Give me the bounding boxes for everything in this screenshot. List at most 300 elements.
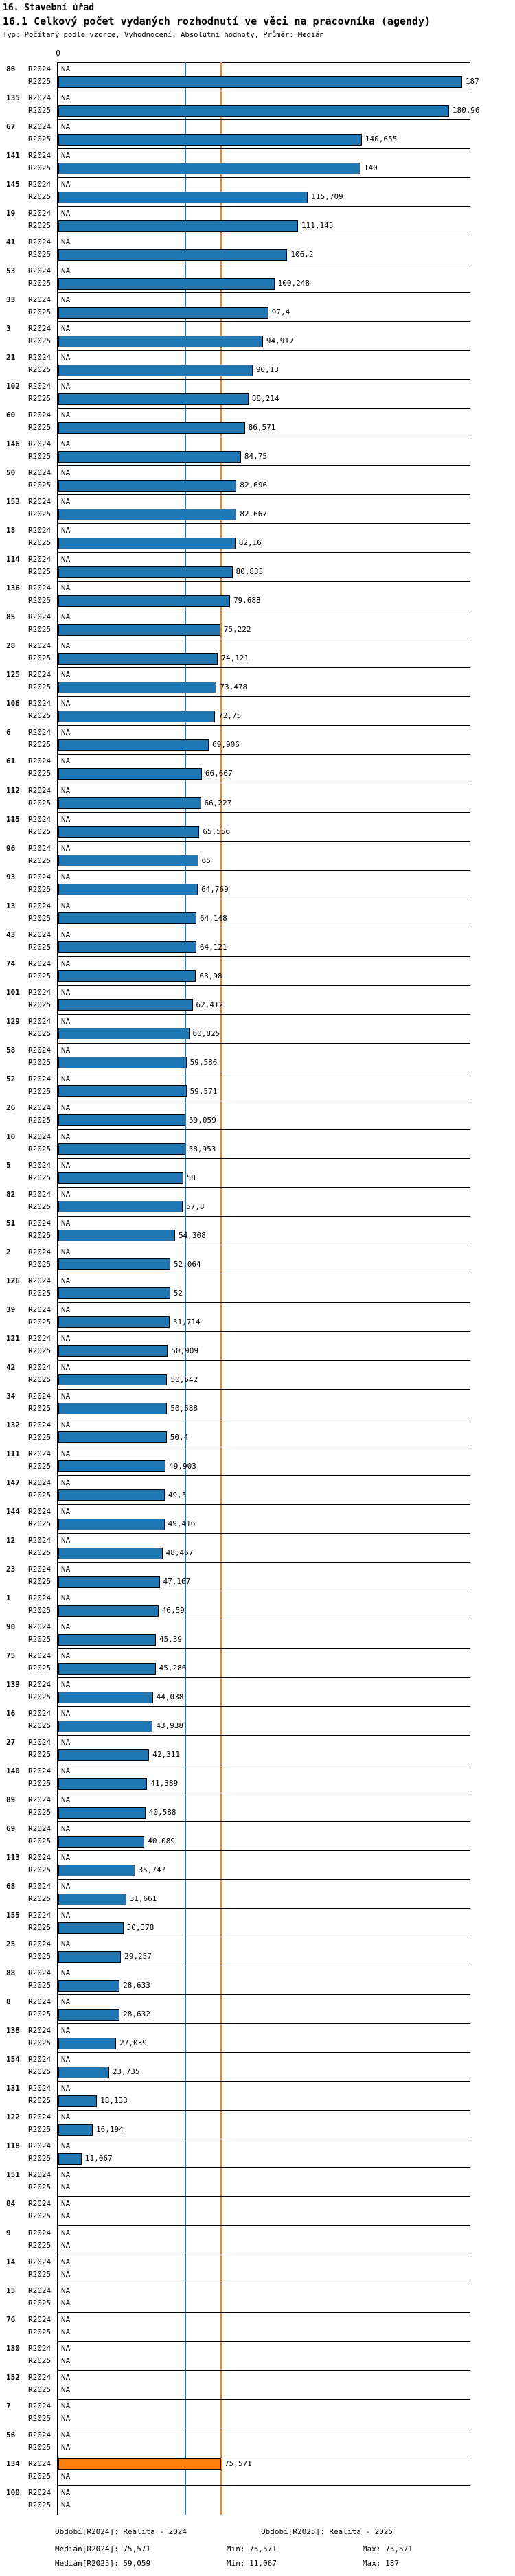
series-label-r2025: R2025: [28, 394, 52, 404]
series-label-r2025: R2025: [28, 2125, 52, 2135]
series-label-r2024: R2024: [28, 1882, 52, 1891]
chart-row-group-118: [0, 2139, 515, 2168]
row-id-label: 53: [6, 266, 16, 276]
bar-r2025: [58, 682, 216, 693]
row-id-label: 75: [6, 1651, 16, 1661]
value-label-r2025: 106,2: [290, 250, 314, 260]
series-label-r2024: R2024: [28, 1218, 52, 1228]
na-value-r2024: NA: [61, 266, 71, 276]
row-id-label: 18: [6, 526, 16, 536]
series-label-r2024: R2024: [28, 901, 52, 910]
chart-row-group-51: [0, 1217, 515, 1245]
na-value-r2024: NA: [61, 1680, 71, 1690]
bar-r2025: [58, 768, 202, 780]
chart-row-group-69: [0, 1822, 515, 1851]
bar-r2025: [58, 1605, 159, 1617]
series-label-r2025: R2025: [28, 336, 52, 346]
series-label-r2024: R2024: [28, 2084, 52, 2093]
row-id-label: 56: [6, 2430, 16, 2439]
row-id-label: 15: [6, 2286, 16, 2295]
series-label-r2025: R2025: [28, 481, 52, 490]
chart-row-group-129: [0, 1015, 515, 1044]
series-label-r2024: R2024: [28, 1420, 52, 1429]
chart-row-group-102: [0, 380, 515, 409]
na-value-r2024: NA: [61, 2084, 71, 2093]
series-label-r2025: R2025: [28, 1086, 52, 1096]
row-id-label: 34: [6, 1391, 16, 1401]
page-title: 16. Stavební úřad: [3, 3, 95, 13]
value-label-r2025: 31,661: [129, 1894, 157, 1904]
series-label-r2025: R2025: [28, 1028, 52, 1038]
value-label-r2025: 63,98: [199, 971, 222, 980]
row-id-label: 100: [6, 2487, 20, 2497]
series-label-r2025: R2025: [28, 1317, 52, 1326]
bar-r2025: [58, 941, 196, 953]
na-value-r2024: NA: [61, 1016, 71, 1026]
chart-row-group-154: [0, 2053, 515, 2082]
bar-r2025: [58, 1663, 156, 1675]
series-label-r2025: R2025: [28, 1173, 52, 1182]
series-label-r2024: R2024: [28, 699, 52, 709]
bar-r2025: [58, 1922, 124, 1934]
bar-r2025: [58, 1085, 187, 1097]
chart-row-group-26: [0, 1101, 515, 1130]
series-label-r2025: R2025: [28, 538, 52, 548]
value-label-r2025: 62,412: [196, 1000, 224, 1009]
row-id-label: 129: [6, 1016, 20, 1026]
series-label-r2025: R2025: [28, 1000, 52, 1009]
na-value-r2024: NA: [61, 2286, 71, 2295]
value-label-r2025: 28,632: [123, 2010, 150, 2019]
na-value-r2025: NA: [61, 2471, 71, 2481]
series-label-r2025: R2025: [28, 1981, 52, 1990]
value-label-r2025: 50,909: [171, 1346, 199, 1355]
na-value-r2024: NA: [61, 1651, 71, 1661]
series-label-r2024: R2024: [28, 382, 52, 391]
chart-row-group-131: [0, 2082, 515, 2111]
series-label-r2024: R2024: [28, 1074, 52, 1083]
value-label-r2025: 66,227: [204, 798, 232, 807]
chart-row-group-85: [0, 610, 515, 639]
value-label-r2025: 180,96: [452, 106, 480, 115]
na-value-r2024: NA: [61, 2199, 71, 2209]
value-label-r2025: 187: [465, 77, 479, 86]
bar-r2025: [58, 1287, 170, 1299]
row-id-label: 145: [6, 180, 20, 189]
series-label-r2025: R2025: [28, 1664, 52, 1673]
chart-row-group-74: [0, 957, 515, 986]
bar-r2025: [58, 2067, 109, 2078]
series-label-r2024: R2024: [28, 2487, 52, 2497]
chart-row-group-82: [0, 1188, 515, 1217]
na-value-r2024: NA: [61, 584, 71, 593]
series-label-r2024: R2024: [28, 555, 52, 564]
bar-r2025: [58, 509, 236, 520]
na-value-r2024: NA: [61, 872, 71, 882]
series-label-r2024: R2024: [28, 1189, 52, 1199]
bar-r2025: [58, 2038, 116, 2049]
row-id-label: 28: [6, 641, 16, 651]
series-label-r2025: R2025: [28, 740, 52, 750]
row-id-label: 27: [6, 1738, 16, 1747]
chart-row-group-126: [0, 1274, 515, 1303]
na-value-r2024: NA: [61, 1824, 71, 1834]
series-label-r2025: R2025: [28, 2211, 52, 2221]
na-value-r2024: NA: [61, 1333, 71, 1343]
na-value-r2024: NA: [61, 209, 71, 218]
series-label-r2025: R2025: [28, 682, 52, 692]
chart-row-group-114: [0, 553, 515, 582]
legend-period-r2025: Období[R2025]: Realita - 2025: [261, 2527, 393, 2536]
na-value-r2024: NA: [61, 641, 71, 651]
chart-row-group-13: [0, 899, 515, 928]
series-label-r2025: R2025: [28, 77, 52, 86]
na-value-r2024: NA: [61, 2113, 71, 2122]
series-label-r2025: R2025: [28, 1490, 52, 1499]
series-label-r2024: R2024: [28, 584, 52, 593]
bar-r2025: [58, 249, 287, 261]
value-label-r2025: 50,4: [170, 1432, 189, 1442]
bar-r2025: [58, 970, 196, 982]
na-value-r2024: NA: [61, 1420, 71, 1429]
value-label-r2025: 40,089: [148, 1837, 175, 1846]
series-label-r2024: R2024: [28, 526, 52, 536]
series-label-r2025: R2025: [28, 509, 52, 519]
bar-r2025: [58, 134, 362, 146]
series-label-r2024: R2024: [28, 151, 52, 161]
bar-r2024: [58, 2458, 221, 2470]
series-label-r2024: R2024: [28, 2055, 52, 2065]
value-label-r2025: 140: [363, 163, 378, 173]
chart-row-group-136: [0, 582, 515, 610]
series-label-r2025: R2025: [28, 2356, 52, 2365]
na-value-r2025: NA: [61, 2183, 71, 2192]
series-label-r2025: R2025: [28, 106, 52, 115]
na-value-r2024: NA: [61, 439, 71, 449]
series-label-r2025: R2025: [28, 1894, 52, 1904]
row-id-label: 151: [6, 2170, 20, 2180]
series-label-r2024: R2024: [28, 814, 52, 824]
series-label-r2025: R2025: [28, 1837, 52, 1846]
chart-row-group-39: [0, 1303, 515, 1332]
value-label-r2025: 35,747: [138, 1865, 166, 1875]
row-id-label: 136: [6, 584, 20, 593]
value-label-r2025: 82,16: [238, 538, 262, 548]
chart-row-group-141: [0, 149, 515, 178]
row-id-label: 68: [6, 1882, 16, 1891]
row-id-label: 140: [6, 1767, 20, 1776]
series-label-r2024: R2024: [28, 1968, 52, 1978]
series-label-r2025: R2025: [28, 1865, 52, 1875]
series-label-r2024: R2024: [28, 2459, 52, 2468]
row-id-label: 154: [6, 2055, 20, 2065]
chart-row-group-106: [0, 697, 515, 726]
series-label-r2025: R2025: [28, 942, 52, 952]
series-label-r2024: R2024: [28, 93, 52, 103]
na-value-r2024: NA: [61, 1853, 71, 1863]
series-label-r2024: R2024: [28, 353, 52, 363]
chart-row-group-153: [0, 495, 515, 524]
series-label-r2025: R2025: [28, 452, 52, 461]
series-label-r2025: R2025: [28, 1201, 52, 1211]
series-label-r2025: R2025: [28, 2096, 52, 2106]
series-label-r2024: R2024: [28, 2430, 52, 2439]
chart-row-group-16: [0, 1707, 515, 1736]
na-value-r2024: NA: [61, 238, 71, 247]
bar-r2025: [58, 1836, 144, 1848]
chart-row-group-111: [0, 1447, 515, 1476]
chart-row-group-1: [0, 1591, 515, 1620]
row-id-label: 2: [6, 1247, 11, 1256]
series-label-r2024: R2024: [28, 612, 52, 622]
bar-r2025: [58, 422, 245, 434]
row-id-label: 125: [6, 670, 20, 680]
series-label-r2024: R2024: [28, 1507, 52, 1516]
chart-row-group-96: [0, 842, 515, 871]
series-label-r2025: R2025: [28, 1403, 52, 1413]
na-value-r2024: NA: [61, 1276, 71, 1285]
series-label-r2025: R2025: [28, 308, 52, 317]
row-id-label: 130: [6, 2343, 20, 2353]
series-label-r2024: R2024: [28, 1449, 52, 1458]
row-id-label: 74: [6, 958, 16, 968]
value-label-r2025: 111,143: [301, 221, 334, 231]
value-label-r2025: 29,257: [124, 1952, 152, 1962]
na-value-r2024: NA: [61, 1997, 71, 2007]
series-label-r2025: R2025: [28, 2010, 52, 2019]
row-id-label: 1: [6, 1594, 11, 1603]
na-value-r2024: NA: [61, 1449, 71, 1458]
chart-row-group-25: [0, 1937, 515, 1966]
chart-row-group-93: [0, 871, 515, 899]
na-value-r2024: NA: [61, 1882, 71, 1891]
series-label-r2025: R2025: [28, 1375, 52, 1384]
chart-row-group-5: [0, 1159, 515, 1188]
series-label-r2025: R2025: [28, 2413, 52, 2423]
chart-row-group-50: [0, 466, 515, 495]
bar-r2025: [58, 653, 218, 665]
bar-r2025: [58, 595, 230, 607]
bar-r2025: [58, 1894, 126, 1905]
value-label-r2025: 42,311: [152, 1750, 180, 1760]
series-label-r2025: R2025: [28, 2240, 52, 2250]
series-label-r2025: R2025: [28, 365, 52, 375]
na-value-r2024: NA: [61, 1160, 71, 1170]
series-label-r2024: R2024: [28, 1940, 52, 1949]
chart-row-group-2: [0, 1245, 515, 1274]
na-value-r2024: NA: [61, 526, 71, 536]
na-value-r2024: NA: [61, 2372, 71, 2382]
series-label-r2025: R2025: [28, 2500, 52, 2509]
na-value-r2024: NA: [61, 1362, 71, 1372]
na-value-r2024: NA: [61, 958, 71, 968]
value-label-r2025: 97,4: [271, 308, 290, 317]
chart-row-group-145: [0, 178, 515, 207]
na-value-r2025: NA: [61, 2356, 71, 2365]
na-value-r2024: NA: [61, 411, 71, 420]
bar-r2025: [58, 1548, 163, 1559]
row-id-label: 13: [6, 901, 16, 910]
value-label-r2025: 59,059: [188, 1115, 216, 1125]
chart-meta-line: Typ: Počítaný podle vzorce, Vyhodnocení: Absolutní hodnoty, Průměr: Medián: [3, 31, 324, 39]
chart-row-group-86: [0, 62, 515, 91]
row-id-label: 102: [6, 382, 20, 391]
series-label-r2024: R2024: [28, 1651, 52, 1661]
na-value-r2025: NA: [61, 2327, 71, 2336]
na-value-r2024: NA: [61, 2343, 71, 2353]
value-label-r2025: 60,825: [192, 1028, 220, 1038]
series-label-r2024: R2024: [28, 1738, 52, 1747]
value-label-r2025: 58: [186, 1173, 196, 1182]
series-label-r2024: R2024: [28, 670, 52, 680]
row-id-label: 58: [6, 1045, 16, 1055]
row-id-label: 96: [6, 843, 16, 853]
series-label-r2024: R2024: [28, 2199, 52, 2209]
value-label-r2025: 59,586: [190, 1057, 218, 1067]
na-value-r2024: NA: [61, 65, 71, 73]
value-label-r2025: 84,75: [244, 452, 267, 461]
row-id-label: 82: [6, 1189, 16, 1199]
bar-r2025: [58, 1345, 168, 1357]
stat-median-r2024: Medián[R2024]: 75,571: [55, 2544, 151, 2553]
row-id-label: 43: [6, 930, 16, 939]
row-id-label: 132: [6, 1420, 20, 1429]
series-label-r2025: R2025: [28, 250, 52, 260]
na-value-r2024: NA: [61, 1247, 71, 1256]
chart-row-group-155: [0, 1909, 515, 1937]
value-label-r2025: 49,903: [169, 1461, 196, 1471]
value-label-r2025: 59,571: [190, 1086, 218, 1096]
value-label-r2025: 49,416: [168, 1519, 196, 1528]
row-id-label: 21: [6, 353, 16, 363]
na-value-r2024: NA: [61, 2170, 71, 2180]
bar-r2025: [58, 307, 268, 319]
na-value-r2024: NA: [61, 728, 71, 737]
series-label-r2024: R2024: [28, 1477, 52, 1487]
row-id-label: 42: [6, 1362, 16, 1372]
series-label-r2024: R2024: [28, 1045, 52, 1055]
value-label-r2025: 41,389: [150, 1779, 179, 1789]
row-id-label: 16: [6, 1709, 16, 1718]
row-id-label: 135: [6, 93, 20, 103]
series-label-r2025: R2025: [28, 2183, 52, 2192]
series-label-r2024: R2024: [28, 2343, 52, 2353]
series-label-r2024: R2024: [28, 497, 52, 507]
series-label-r2024: R2024: [28, 757, 52, 766]
chart-row-group-147: [0, 1476, 515, 1505]
series-label-r2025: R2025: [28, 192, 52, 202]
row-id-label: 106: [6, 699, 20, 709]
series-label-r2024: R2024: [28, 2113, 52, 2122]
chart-row-group-8: [0, 1995, 515, 2024]
chart-row-group-14: [0, 2255, 515, 2284]
series-label-r2024: R2024: [28, 1709, 52, 1718]
series-label-r2024: R2024: [28, 1276, 52, 1285]
series-label-r2024: R2024: [28, 1103, 52, 1112]
bar-r2025: [58, 2095, 97, 2107]
row-id-label: 141: [6, 151, 20, 161]
bar-r2025: [58, 912, 196, 924]
value-label-r2025: 11,067: [84, 2154, 113, 2163]
chart-row-group-7: [0, 2400, 515, 2428]
chart-row-group-84: [0, 2197, 515, 2226]
bar-r2025: [58, 855, 198, 866]
bar-r2025: [58, 451, 241, 463]
row-id-label: 23: [6, 1565, 16, 1574]
row-id-label: 51: [6, 1218, 16, 1228]
value-label-r2025: 43,938: [156, 1721, 184, 1731]
value-label-r2025: 75,222: [223, 625, 251, 634]
chart-row-group-122: [0, 2111, 515, 2139]
value-label-r2025: 57,8: [186, 1201, 205, 1211]
na-value-r2024: NA: [61, 93, 71, 103]
na-value-r2024: NA: [61, 1103, 71, 1112]
na-value-r2024: NA: [61, 1594, 71, 1603]
na-value-r2025: NA: [61, 2413, 71, 2423]
series-label-r2024: R2024: [28, 1565, 52, 1574]
series-label-r2025: R2025: [28, 913, 52, 923]
stat-max-r2025: Max: 187: [363, 2559, 399, 2568]
series-label-r2025: R2025: [28, 1057, 52, 1067]
series-label-r2025: R2025: [28, 1346, 52, 1355]
row-id-label: 76: [6, 2314, 16, 2324]
value-label-r2025: 47,167: [163, 1577, 191, 1587]
series-label-r2024: R2024: [28, 1824, 52, 1834]
value-label-r2025: 50,642: [170, 1375, 198, 1384]
series-label-r2024: R2024: [28, 1767, 52, 1776]
row-id-label: 139: [6, 1680, 20, 1690]
series-label-r2024: R2024: [28, 958, 52, 968]
chart-row-group-53: [0, 264, 515, 293]
row-id-label: 146: [6, 439, 20, 449]
series-label-r2024: R2024: [28, 1304, 52, 1314]
bar-r2025: [58, 1951, 121, 1963]
chart-row-group-113: [0, 1851, 515, 1880]
chart-row-group-112: [0, 784, 515, 813]
chart-row-group-68: [0, 1880, 515, 1909]
row-id-label: 93: [6, 872, 16, 882]
bar-r2025: [58, 711, 215, 722]
na-value-r2025: NA: [61, 2384, 71, 2394]
na-value-r2024: NA: [61, 1968, 71, 1978]
value-label-r2025: 100,248: [277, 279, 310, 288]
chart-row-group-75: [0, 1649, 515, 1678]
chart-row-group-88: [0, 1966, 515, 1995]
row-id-label: 85: [6, 612, 16, 622]
chart-row-group-41: [0, 235, 515, 264]
series-label-r2025: R2025: [28, 711, 52, 721]
na-value-r2024: NA: [61, 901, 71, 910]
value-label-r2025: 65,556: [203, 827, 231, 836]
row-id-label: 10: [6, 1131, 16, 1141]
na-value-r2024: NA: [61, 1218, 71, 1228]
value-label-r2025: 65: [201, 855, 211, 865]
bar-r2025: [58, 278, 275, 290]
na-value-r2024: NA: [61, 2228, 71, 2238]
series-label-r2024: R2024: [28, 728, 52, 737]
value-label-r2025: 30,378: [126, 1923, 154, 1933]
row-id-label: 118: [6, 2141, 20, 2151]
value-label-r2025: 64,121: [199, 942, 227, 952]
value-label-r2025: 51,714: [172, 1317, 201, 1326]
series-label-r2024: R2024: [28, 2228, 52, 2238]
na-value-r2025: NA: [61, 2500, 71, 2509]
row-id-label: 113: [6, 1853, 20, 1863]
na-value-r2024: NA: [61, 1045, 71, 1055]
series-label-r2024: R2024: [28, 468, 52, 478]
chart-row-group-15: [0, 2284, 515, 2313]
na-value-r2024: NA: [61, 699, 71, 709]
